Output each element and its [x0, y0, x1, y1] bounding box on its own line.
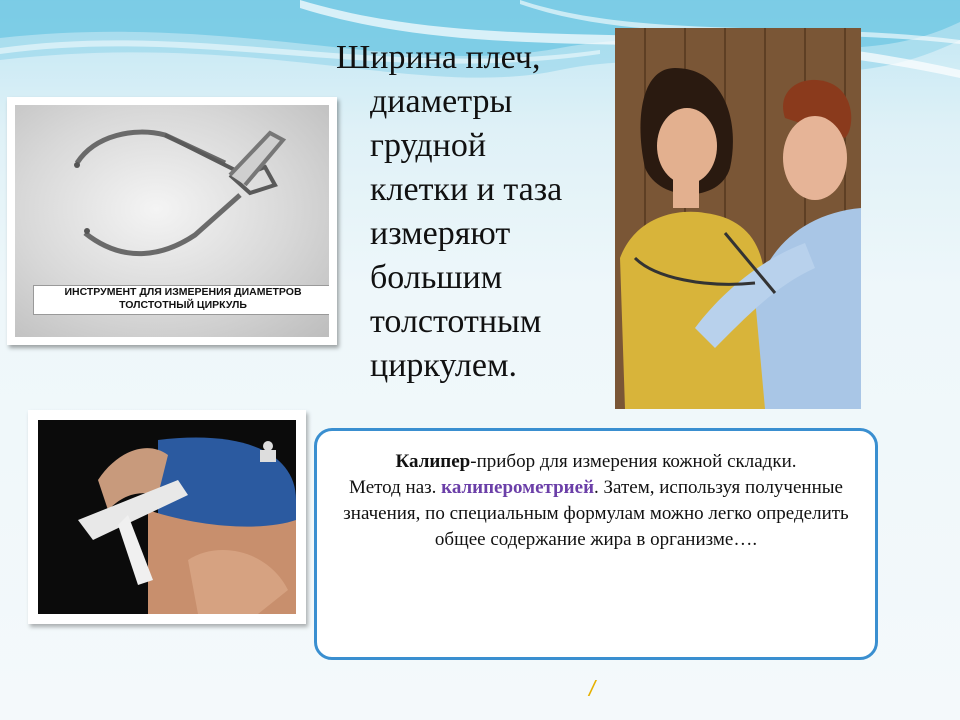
caption-line-2: ТОЛСТОТНЫЙ ЦИРКУЛЬ	[119, 299, 247, 311]
callout-method-prefix: Метод наз.	[349, 477, 442, 498]
callout-text	[317, 449, 875, 553]
callout-rest: . Затем, используя полученные значения, по специальным формулам можно легко определить общее содержание жира в организме….	[343, 477, 849, 550]
caliper-info-callout	[314, 428, 878, 660]
heading-line-7: толстотным	[370, 303, 542, 340]
callout-method-term: калиперометрией	[441, 477, 595, 498]
footer-mark: /	[589, 676, 596, 701]
skinfold-illustration	[38, 420, 296, 614]
callout-definition: -прибор для измерения кожной складки.	[470, 451, 797, 472]
heading-line-4: клетки и таза	[370, 171, 563, 208]
heading-line-2: диаметры	[370, 83, 513, 120]
main-text	[334, 36, 604, 388]
measurement-photo	[615, 28, 861, 409]
heading-line-3: грудной	[370, 127, 487, 164]
caliper-caption	[33, 285, 329, 315]
heading-line-1: Ширина плеч,	[336, 39, 541, 76]
measurement-illustration	[615, 28, 861, 409]
skinfold-caliper-image	[28, 410, 306, 624]
heading-line-8: циркулем.	[370, 347, 518, 384]
caliper-instrument-image	[7, 97, 337, 345]
heading-line-6: большим	[370, 259, 503, 296]
callout-term: Калипер	[395, 451, 471, 472]
heading-line-5: измеряют	[370, 215, 511, 252]
caption-line-1: ИНСТРУМЕНТ ДЛЯ ИЗМЕРЕНИЯ ДИАМЕТРОВ	[64, 286, 302, 298]
